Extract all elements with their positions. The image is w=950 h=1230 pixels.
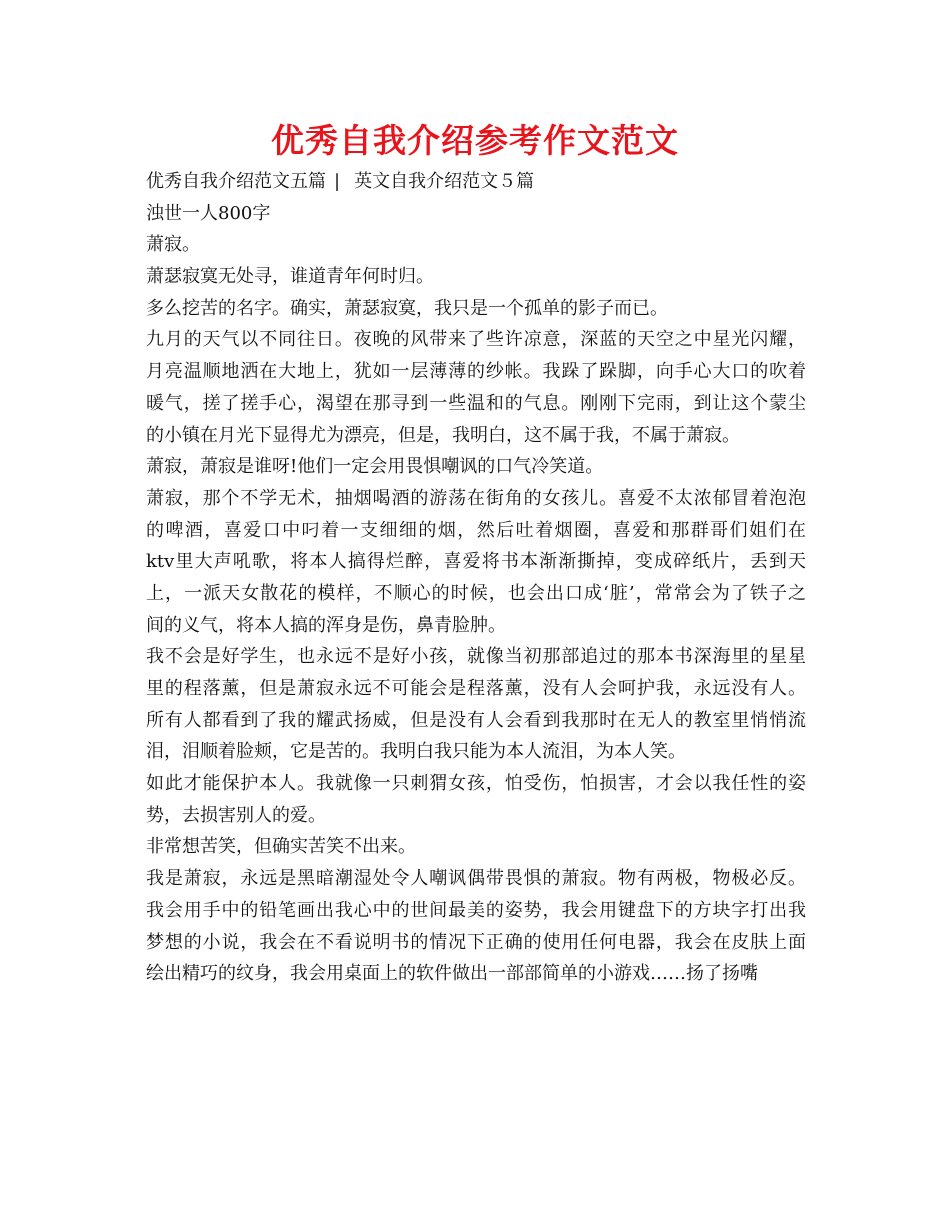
subtitle-line [146, 166, 806, 198]
text-line: 萧寂。 [146, 234, 200, 256]
text-line: 上，一派天女散花的模样，不顺心的时候，也会出口成‘脏’，常常会为了铁子之 [146, 582, 806, 604]
text-line: ktv里大声吼歌，将本人搞得烂醉，喜爱将书本渐渐撕掉，变成碎纸片，丢到天 [146, 551, 806, 573]
text-line: 梦想的小说，我会在不看说明书的情况下正确的使用任何电器，我会在皮肤上面 [146, 931, 806, 953]
text-line: 萧寂，那个不学无术，抽烟喝酒的游荡在街角的女孩儿。喜爱不太浓郁冒着泡泡 [146, 487, 806, 509]
document-title: 优秀自我介绍参考作文范文 [271, 121, 679, 160]
text-line: 的小镇在月光下显得尤为漂亮，但是，我明白，这不属于我，不属于萧寂。 [146, 424, 740, 446]
subtitle-separator: | [334, 171, 341, 192]
text-line: 我会用手中的铅笔画出我心中的世间最美的姿势，我会用键盘下的方块字打出我 [146, 899, 806, 921]
text-line: 月亮温顺地洒在大地上，犹如一层薄薄的纱帐。我跺了跺脚，向手心大口的吹着 [146, 361, 806, 383]
text-line: 泪，泪顺着脸颊，它是苦的。我明白我只能为本人流泪，为本人笑。 [146, 741, 686, 763]
text-line: 萧寂，萧寂是谁呀!他们一定会用畏惧嘲讽的口气冷笑道。 [146, 456, 604, 478]
text-line: 我是萧寂，永远是黑暗潮湿处令人嘲讽偶带畏惧的萧寂。物有两极，物极必反。 [146, 868, 806, 890]
text-line: 我不会是好学生，也永远不是好小孩，就像当初那部追过的那本书深海里的星星 [146, 646, 806, 668]
subtitle-left: 优秀自我介绍范文五篇 [146, 171, 326, 192]
text-line: 九月的天气以不同往日。夜晚的风带来了些许凉意，深蓝的天空之中星光闪耀， [146, 329, 806, 351]
text-line: 绘出精巧的纹身，我会用桌面上的软件做出一部部简单的小游戏……扬了扬嘴 [146, 963, 758, 985]
text-line: 里的程落薰，但是萧寂永远不可能会是程落薰，没有人会呵护我，永远没有人。 [146, 678, 806, 699]
subtitle-right: 英文自我介绍范文５篇 [354, 171, 535, 192]
text-line: 间的义气，将本人搞的浑身是伤，鼻青脸肿。 [146, 614, 506, 636]
text-line: 暖气，搓了搓手心，渴望在那寻到一些温和的气息。刚刚下完雨，到让这个蒙尘 [146, 392, 806, 414]
text-line: 非常想苦笑，但确实苦笑不出来。 [146, 836, 416, 858]
text-line: 如此才能保护本人。我就像一只刺猬女孩，怕受伤，怕损害，才会以我任性的姿 [146, 773, 806, 795]
document-body [146, 166, 806, 990]
text-line: 势，去损害别人的爱。 [146, 804, 326, 826]
text-line: 的啤酒，喜爱口中叼着一支细细的烟，然后吐着烟圈，喜爱和那群哥们姐们在 [146, 519, 806, 541]
text-line: 所有人都看到了我的耀武扬威，但是没有人会看到我那时在无人的教室里悄悄流 [146, 709, 806, 731]
text-line: 萧瑟寂寞无处寻，谁道青年何时归。 [146, 266, 434, 288]
text-line: 多么挖苦的名字。确实，萧瑟寂寞，我只是一个孤单的影子而已。 [146, 297, 668, 319]
text-line: 浊世一人800字 [146, 202, 271, 224]
